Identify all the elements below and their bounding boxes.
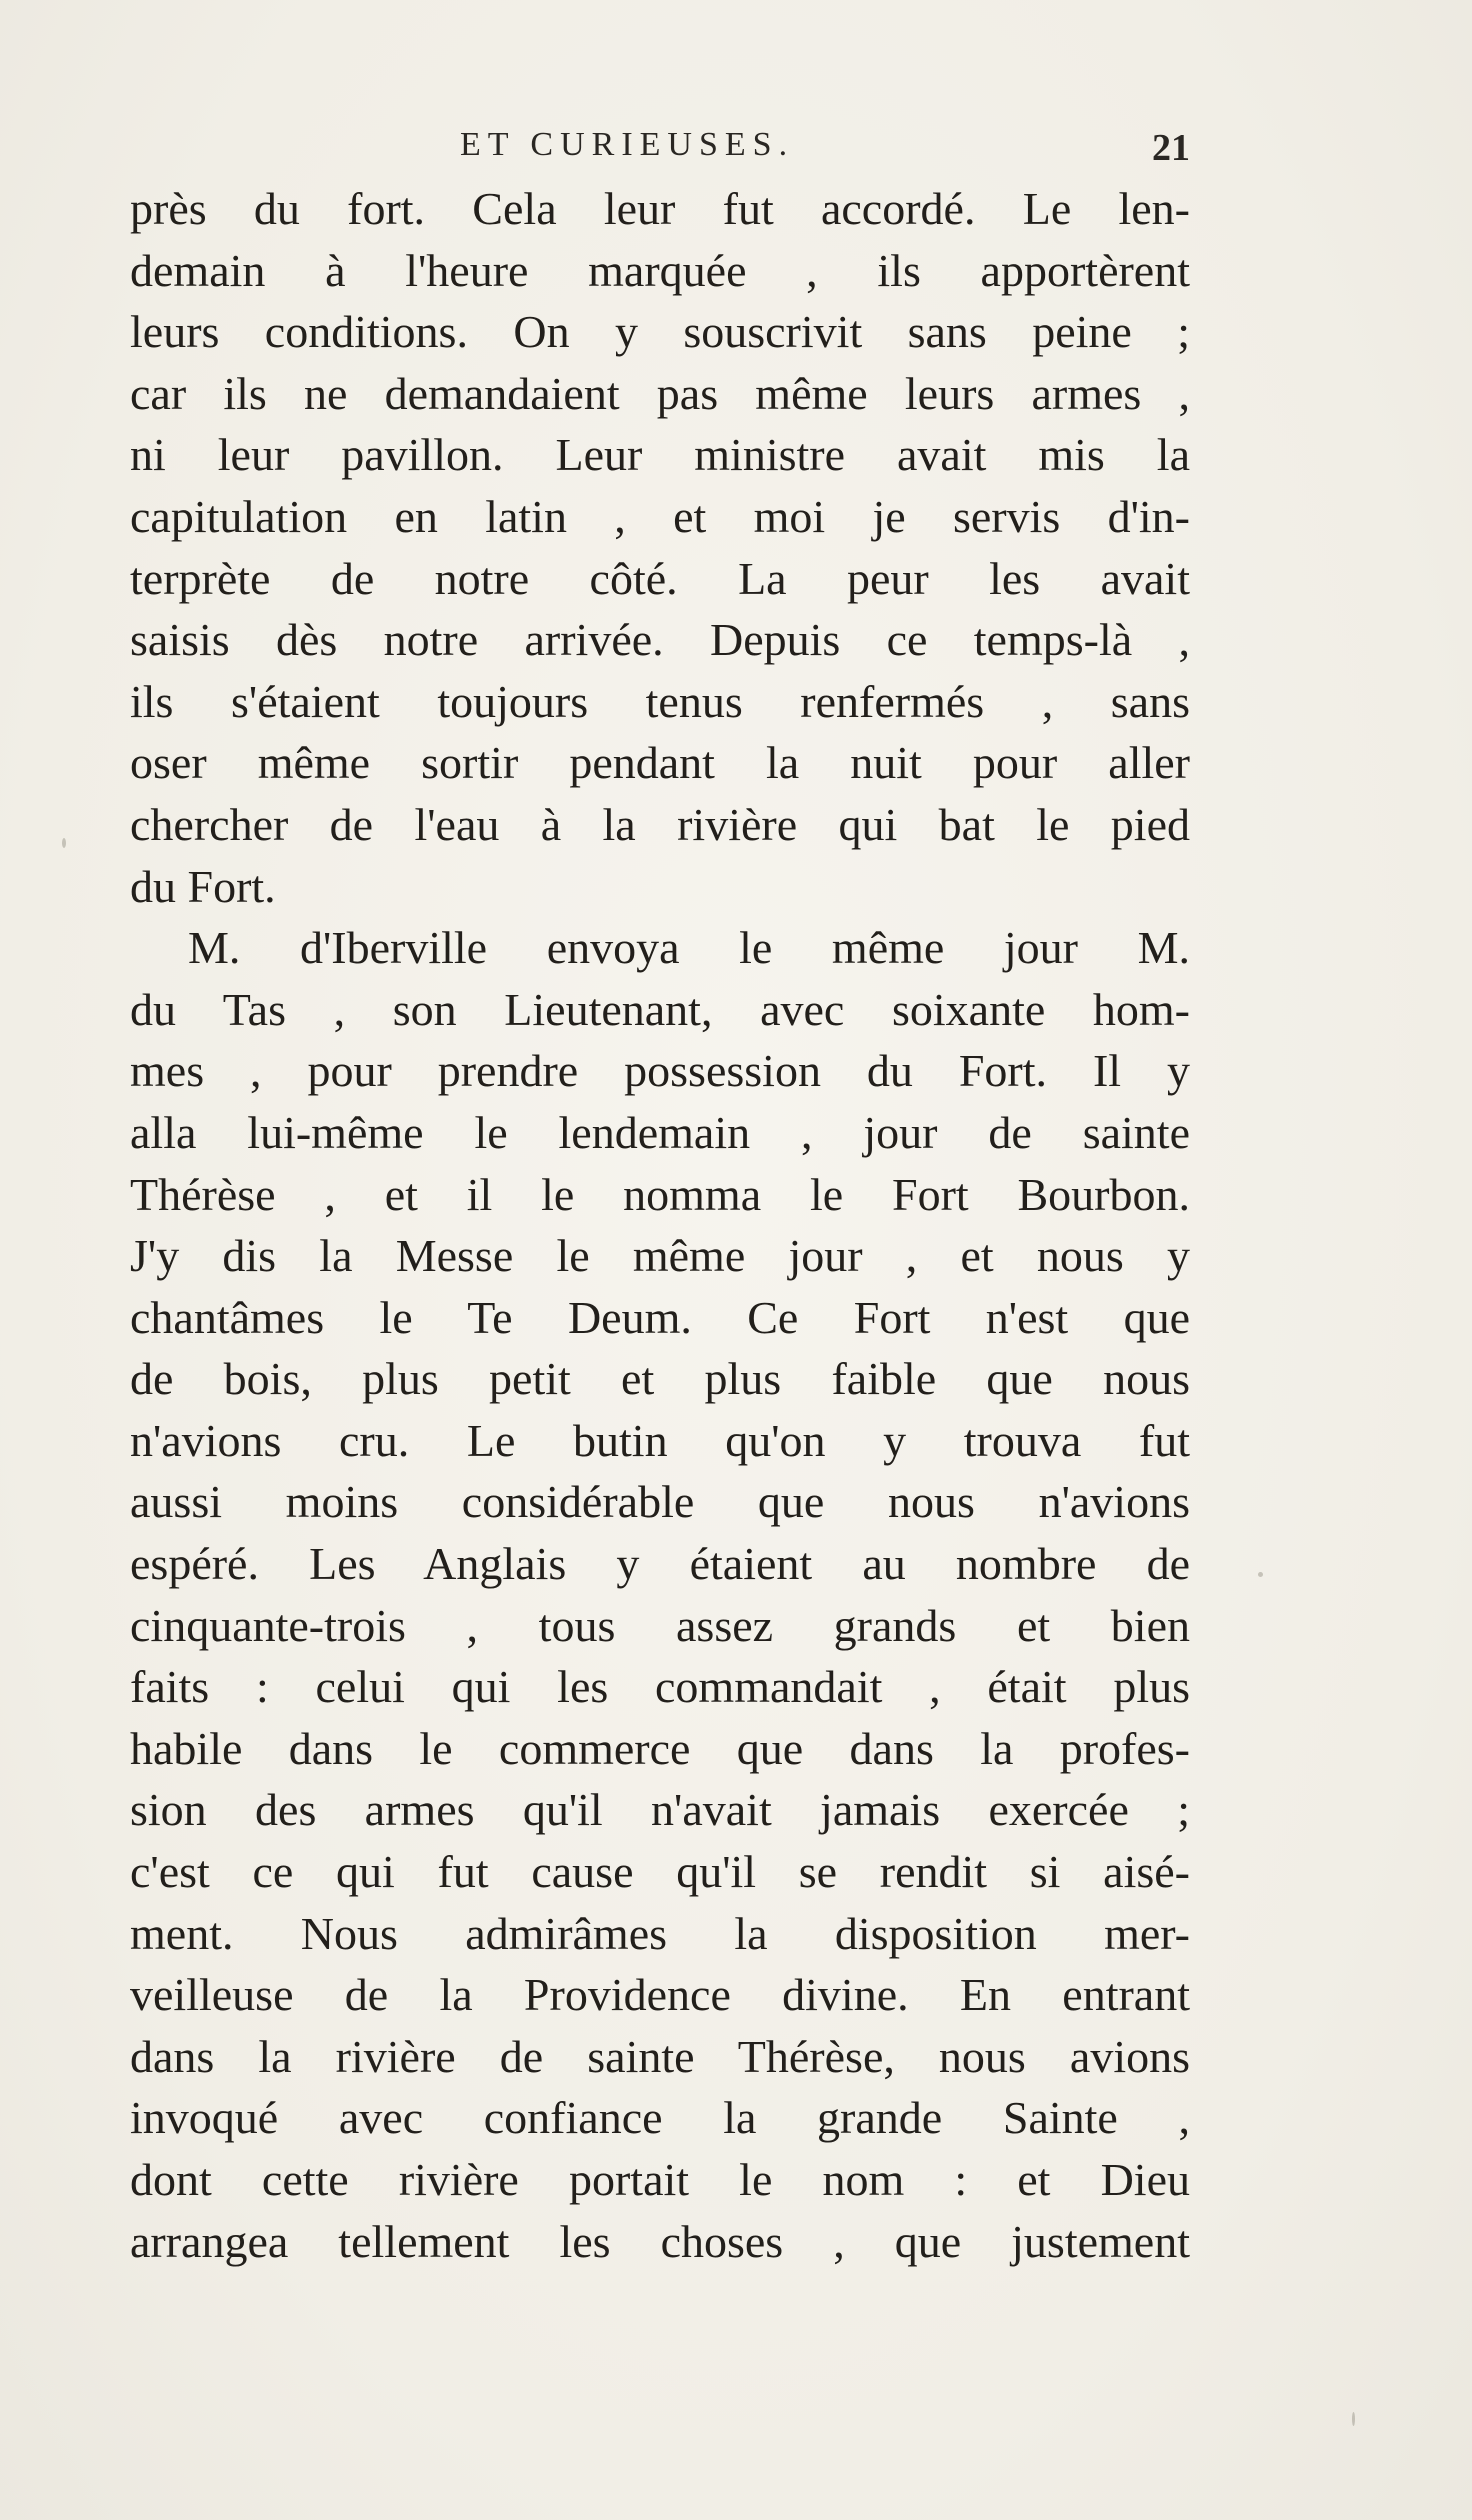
text-line: Thérèse , et il le nomma le Fort Bourbon. — [130, 1168, 1190, 1220]
paper-speck — [62, 838, 66, 848]
text-line: demain à l'heure marquée , ils apportèrent — [130, 244, 1190, 296]
text-line: veilleuse de la Providence divine. En entrant — [130, 1969, 1190, 2021]
text-line: faits : celui qui les commandait , était plus — [130, 1661, 1190, 1713]
paper-speck — [1352, 2412, 1355, 2426]
text-line: terprète de notre côté. La peur les avait — [130, 552, 1190, 604]
paper-speck — [1258, 1572, 1263, 1577]
text-line: leurs conditions. On y souscrivit sans peine ; — [130, 306, 1190, 358]
running-head-title: ET CURIEUSES. — [460, 126, 795, 163]
text-line: ni leur pavillon. Leur ministre avait mis la — [130, 429, 1190, 481]
text-line: dans la rivière de sainte Thérèse, nous avions — [130, 2030, 1190, 2082]
text-line: chantâmes le Te Deum. Ce Fort n'est que — [130, 1291, 1190, 1343]
text-line: alla lui-même le lendemain , jour de sainte — [130, 1106, 1190, 1158]
text-line: c'est ce qui fut cause qu'il se rendit si aisé- — [130, 1846, 1190, 1898]
text-line: invoqué avec confiance la grande Sainte , — [130, 2092, 1190, 2144]
text-line: sion des armes qu'il n'avait jamais exercée ; — [130, 1784, 1190, 1836]
text-line: espéré. Les Anglais y étaient au nombre de — [130, 1538, 1190, 1590]
text-line: cinquante-trois , tous assez grands et bien — [130, 1599, 1190, 1651]
body-text — [130, 178, 1190, 2272]
text-line: du Fort. — [130, 860, 276, 912]
text-line: dont cette rivière portait le nom : et Dieu — [130, 2154, 1190, 2205]
text-line: du Tas , son Lieutenant, avec soixante hom- — [130, 983, 1190, 1035]
text-line: M. d'Iberville envoya le même jour M. — [188, 922, 1190, 974]
text-line: saisis dès notre arrivée. Depuis ce temps-là , — [130, 614, 1190, 666]
text-line: capitulation en latin , et moi je servis d'in- — [130, 490, 1190, 542]
text-line: ment. Nous admirâmes la disposition mer- — [130, 1907, 1190, 1959]
text-line: car ils ne demandaient pas même leurs armes , — [130, 367, 1190, 419]
running-head — [130, 126, 1190, 176]
text-line: J'y dis la Messe le même jour , et nous y — [130, 1230, 1190, 1282]
text-line: de bois, plus petit et plus faible que nous — [130, 1353, 1190, 1405]
page-number: 21 — [1152, 127, 1190, 169]
text-line: aussi moins considérable que nous n'avions — [130, 1476, 1190, 1528]
text-line: ils s'étaient toujours tenus renfermés , sans — [130, 675, 1190, 727]
text-line: près du fort. Cela leur fut accordé. Le len- — [130, 183, 1190, 234]
text-line: arrangea tellement les choses , que justement — [130, 2215, 1190, 2267]
text-line: oser même sortir pendant la nuit pour aller — [130, 737, 1190, 789]
text-line: n'avions cru. Le butin qu'on y trouva fut — [130, 1414, 1190, 1466]
text-line: habile dans le commerce que dans la profes- — [130, 1722, 1190, 1774]
text-line: chercher de l'eau à la rivière qui bat le pied — [130, 798, 1190, 850]
text-line: mes , pour prendre possession du Fort. Il y — [130, 1045, 1190, 1097]
